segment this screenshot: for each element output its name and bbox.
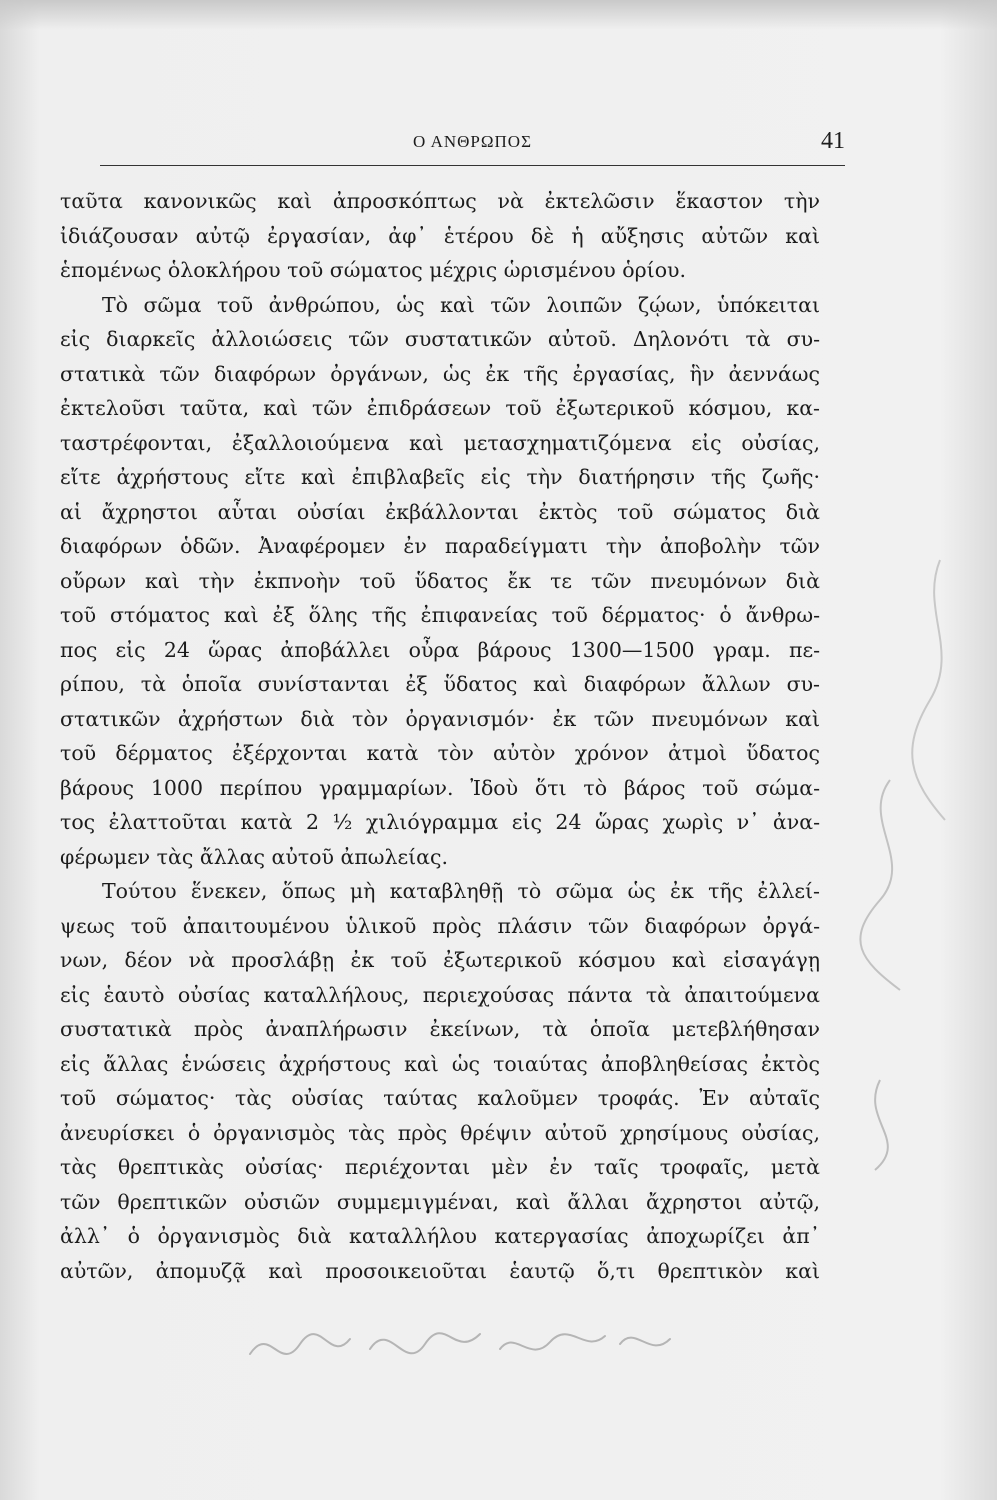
text-line: εἰς διαρκεῖς ἀλλοιώσεις τῶν συστατικῶν αὐτοῦ. Δηλονότι τὰ συ- (60, 327, 820, 351)
text-line: αὐτῶν, ἀπομυζᾷ καὶ προσοικειοῦται ἑαυτῷ ὅ,τι θρεπτικὸν καὶ (60, 1258, 820, 1283)
page-number: 41 (821, 128, 845, 154)
text-line: ἰδιάζουσαν αὐτῷ ἐργασίαν, ἀφ᾽ ἑτέρου δὲ ἡ αὔξησις αὐτῶν καὶ (60, 223, 820, 248)
text-line: ψεως τοῦ ἀπαιτουμένου ὑλικοῦ πρὸς πλάσιν τῶν διαφόρων ὀργά- (60, 913, 820, 938)
text-line: Τούτου ἕνεκεν, ὅπως μὴ καταβληθῇ τὸ σῶμα ὡς ἐκ τῆς ἐλλεί- (102, 879, 820, 903)
text-line: ἐκτελοῦσι ταῦτα, καὶ τῶν ἐπιδράσεων τοῦ ἐξωτερικοῦ κόσμου, κα- (60, 396, 820, 420)
text-line: Τὸ σῶμα τοῦ ἀνθρώπου, ὡς καὶ τῶν λοιπῶν ζῴων, ὑπόκειται (102, 292, 820, 317)
text-line: εἰς ἑαυτὸ οὐσίας καταλλήλους, περιεχούσας πάντα τὰ ἀπαιτούμενα (60, 982, 820, 1007)
running-title: Ο ΑΝΘΡΩΠΟΣ (413, 132, 532, 151)
text-line: ταστρέφονται, ἐξαλλοιούμενα καὶ μετασχηματιζόμενα εἰς οὐσίας, (60, 430, 820, 455)
text-line: φέρωμεν τὰς ἄλλας αὐτοῦ ἀπωλείας. (60, 844, 449, 869)
text-line: πος εἰς 24 ὥρας ἀποβάλλει οὖρα βάρους 1300—1500 γραμ. πε- (60, 637, 820, 662)
text-line: εἰς ἄλλας ἑνώσεις ἀχρήστους καὶ ὡς τοιαύτας ἀποβληθείσας ἐκτὸς (60, 1051, 820, 1076)
text-line: τος ἐλαττοῦται κατὰ 2 ½ χιλιόγραμμα εἰς 24 ὥρας χωρὶς ν᾽ ἀνα- (60, 810, 820, 834)
text-line: ἑπομένως ὁλοκλήρου τοῦ σώματος μέχρις ὡρισμένου ὁρίου. (60, 258, 687, 282)
pencil-margin-marks (820, 520, 990, 1220)
text-line: τὰς θρεπτικὰς οὐσίας· περιέχονται μὲν ἐν ταῖς τροφαῖς, μετὰ (60, 1155, 820, 1179)
body-text (60, 184, 820, 1288)
text-line: τῶν θρεπτικῶν οὐσιῶν συμμεμιγμέναι, καὶ ἄλλαι ἄχρηστοι αὐτῷ, (60, 1189, 820, 1214)
text-line: συστατικὰ πρὸς ἀναπλήρωσιν ἐκείνων, τὰ ὁποῖα μετεβλήθησαν (60, 1017, 820, 1041)
text-line: βάρους 1000 περίπου γραμμαρίων. Ἰδοὺ ὅτι τὸ βάρος τοῦ σώμα- (60, 775, 820, 800)
text-line: ἀνευρίσκει ὁ ὀργανισμὸς τὰς πρὸς θρέψιν αὐτοῦ χρησίμους οὐσίας, (60, 1120, 820, 1145)
text-line: διαφόρων ὁδῶν. Ἀναφέρομεν ἐν παραδείγματι τὴν ἀποβολὴν τῶν (60, 534, 820, 558)
text-line: ταῦτα κανονικῶς καὶ ἀπροσκόπτως νὰ ἐκτελῶσιν ἕκαστον τὴν (60, 189, 820, 213)
text-line: ἀλλ᾽ ὁ ὀργανισμὸς διὰ καταλλήλου κατεργασίας ἀποχωρίζει ἀπ᾽ (60, 1224, 820, 1248)
text-line: ρίπου, τὰ ὁποῖα συνίστανται ἐξ ὕδατος καὶ διαφόρων ἄλλων συ- (60, 672, 820, 696)
page-top-shadow (0, 0, 997, 30)
text-line: οὔρων καὶ τὴν ἐκπνοὴν τοῦ ὕδατος ἔκ τε τῶν πνευμόνων διὰ (60, 568, 820, 593)
page-header (100, 128, 845, 158)
text-line: νων, δέον νὰ προσλάβῃ ἐκ τοῦ ἐξωτερικοῦ κόσμου καὶ εἰσαγάγῃ (60, 948, 820, 972)
text-line: στατικῶν ἀχρήστων διὰ τὸν ὀργανισμόν· ἐκ τῶν πνευμόνων καὶ (60, 706, 820, 731)
text-line: τοῦ σώματος· τὰς οὐσίας ταύτας καλοῦμεν τροφάς. Ἐν αὐταῖς (60, 1086, 820, 1110)
text-line: εἴτε ἀχρήστους εἴτε καὶ ἐπιβλαβεῖς εἰς τὴν διατήρησιν τῆς ζωῆς· (60, 465, 820, 489)
text-line: στατικὰ τῶν διαφόρων ὀργάνων, ὡς ἐκ τῆς ἐργασίας, ἣν ἀεννάως (60, 361, 820, 386)
text-line: τοῦ δέρματος ἐξέρχονται κατὰ τὸν αὐτὸν χρόνον ἀτμοὶ ὕδατος (60, 741, 820, 765)
pencil-scribble (240, 1304, 700, 1394)
text-line: αἱ ἄχρηστοι αὗται οὐσίαι ἐκβάλλονται ἐκτὸς τοῦ σώματος διὰ (60, 499, 820, 524)
header-rule (100, 165, 845, 166)
text-line: τοῦ στόματος καὶ ἐξ ὅλης τῆς ἐπιφανείας τοῦ δέρματος· ὁ ἄνθρω- (60, 603, 820, 627)
